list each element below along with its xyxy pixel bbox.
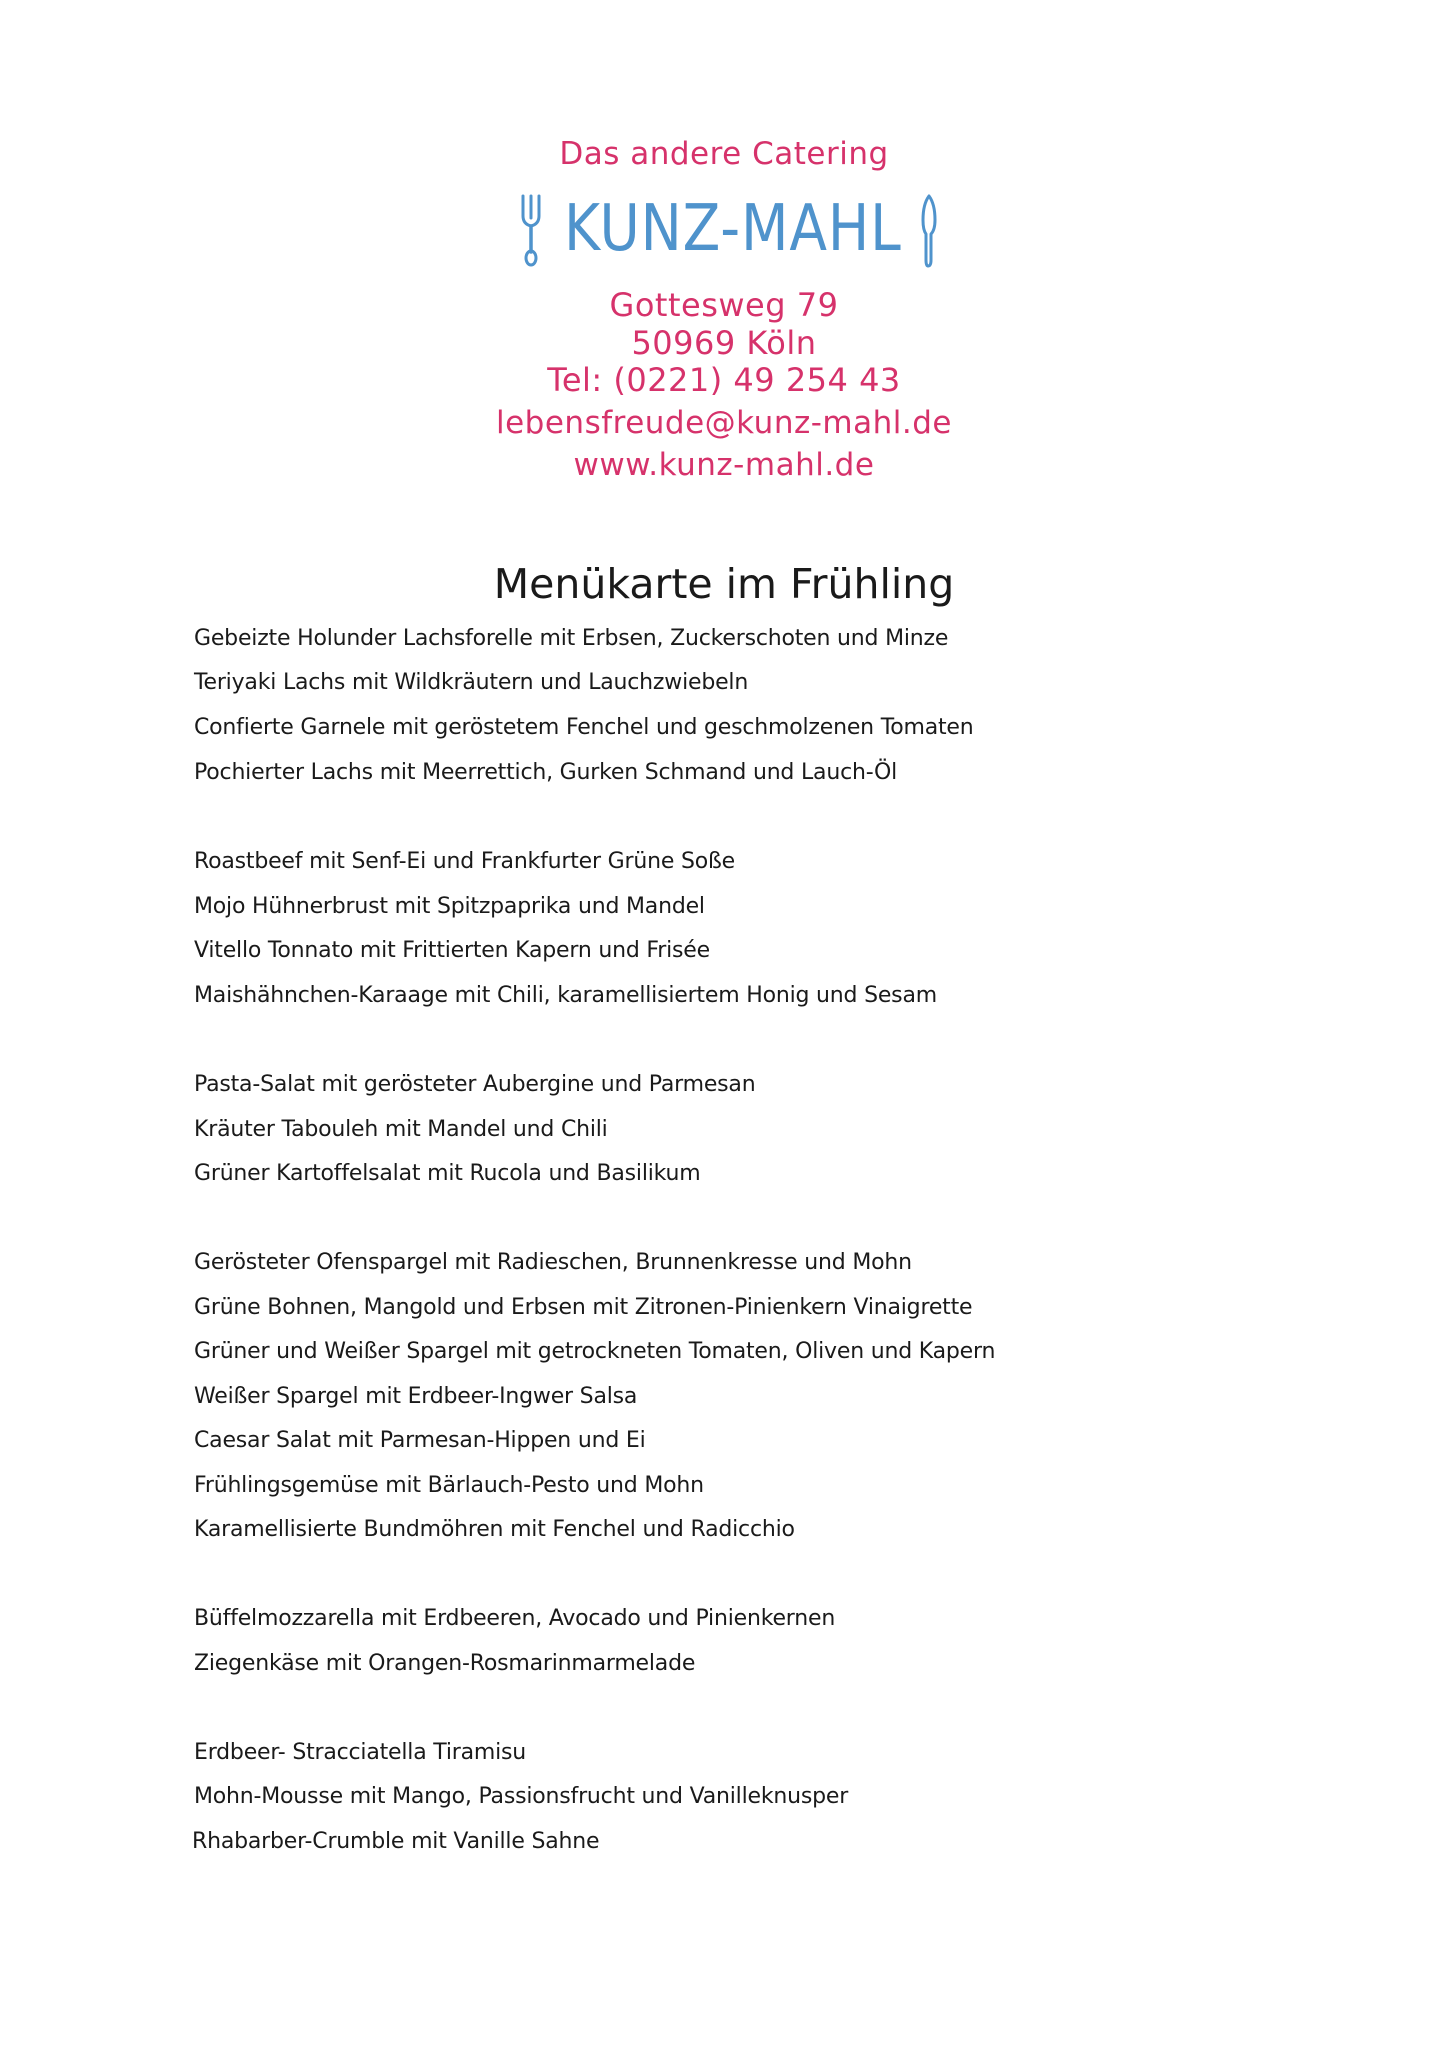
fork-icon (520, 194, 542, 272)
menu-item: Pasta-Salat mit gerösteter Aubergine und Parmesan (194, 1072, 756, 1097)
menu-item: Pochierter Lachs mit Meerrettich, Gurken Schmand und Lauch-Öl (194, 760, 898, 785)
menu-item: Mojo Hühnerbrust mit Spitzpaprika und Mandel (194, 894, 705, 919)
logo-wrap (512, 190, 952, 280)
menu-item: Confierte Garnele mit geröstetem Fenchel und geschmolzenen Tomaten (194, 715, 974, 740)
menu-title: Menükarte im Frühling (493, 560, 955, 608)
menu-item: Teriyaki Lachs mit Wildkräutern und Lauchzwiebeln (194, 670, 749, 695)
menu-item: Grüne Bohnen, Mangold und Erbsen mit Zitronen-Pinienkern Vinaigrette (194, 1295, 973, 1320)
city-address: 50969 Köln (631, 324, 817, 362)
menu-item: Roastbeef mit Senf-Ei und Frankfurter Grüne Soße (194, 849, 735, 874)
menu-item: Mohn-Mousse mit Mango, Passionsfrucht und Vanilleknusper (194, 1784, 849, 1809)
logo (0, 190, 1448, 280)
menu-item: Caesar Salat mit Parmesan-Hippen und Ei (194, 1428, 646, 1453)
menu-item: Grüner und Weißer Spargel mit getrockneten Tomaten, Oliven und Kapern (194, 1339, 996, 1364)
tagline: Das andere Catering (559, 136, 889, 172)
phone-number: Tel: (0221) 49 254 43 (547, 361, 901, 399)
menu-item: Kräuter Tabouleh mit Mandel und Chili (194, 1117, 608, 1142)
menu-item: Maishähnchen-Karaage mit Chili, karamellisiertem Honig und Sesam (194, 983, 937, 1008)
email-link[interactable]: lebensfreude@kunz-mahl.de (496, 405, 952, 441)
menu-item: Ziegenkäse mit Orangen-Rosmarinmarmelade (194, 1651, 696, 1676)
website-link[interactable]: www.kunz-mahl.de (573, 447, 875, 483)
menu-item: Vitello Tonnato mit Frittierten Kapern und Frisée (194, 938, 710, 963)
knife-icon (920, 194, 938, 274)
menu-item: Grüner Kartoffelsalat mit Rucola und Basilikum (194, 1161, 701, 1186)
street-address: Gottesweg 79 (609, 286, 839, 324)
menu-item: Gerösteter Ofenspargel mit Radieschen, Brunnenkresse und Mohn (194, 1250, 912, 1275)
menu-item: Karamellisierte Bundmöhren mit Fenchel und Radicchio (194, 1517, 795, 1542)
logo-text: KUNZ-MAHL (564, 192, 902, 266)
menu-item: Erdbeer- Stracciatella Tiramisu (194, 1740, 527, 1765)
menu-item: Rhabarber-Crumble mit Vanille Sahne (192, 1829, 600, 1854)
menu-item: Weißer Spargel mit Erdbeer-Ingwer Salsa (194, 1384, 638, 1409)
menu-item: Gebeizte Holunder Lachsforelle mit Erbsen, Zuckerschoten und Minze (194, 626, 949, 651)
menu-item: Büffelmozzarella mit Erdbeeren, Avocado und Pinienkernen (194, 1606, 836, 1631)
menu-item: Frühlingsgemüse mit Bärlauch-Pesto und Mohn (194, 1473, 704, 1498)
